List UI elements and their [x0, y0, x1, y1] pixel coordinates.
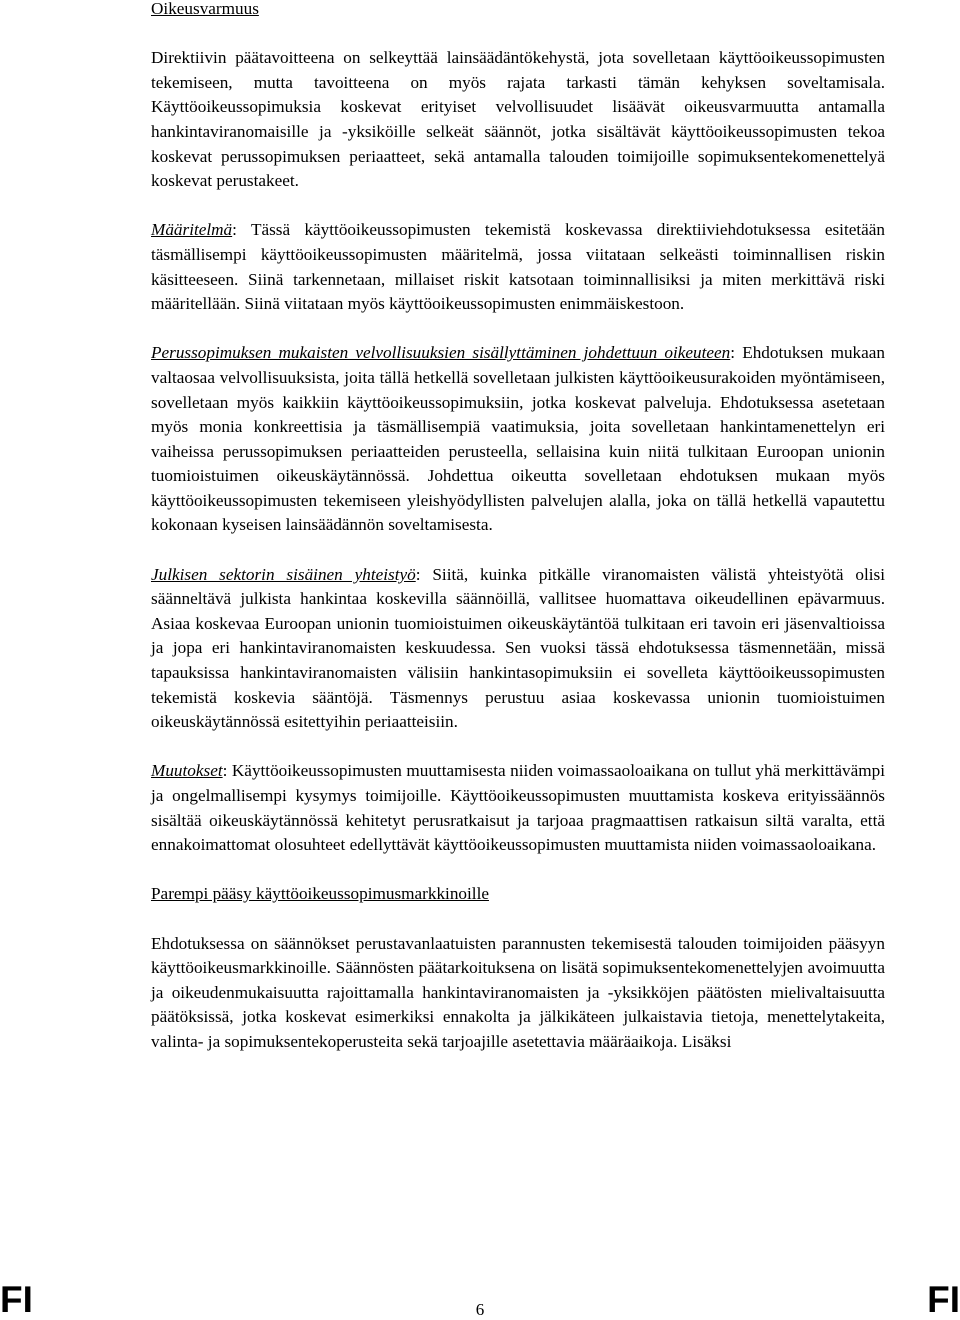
paragraph-text: Direktiivin päätavoitteena on selkeyttää lainsäädäntökehystä, jota sovelletaan käyttöoikeussopimusten tekemiseen, mutta tavoitteena on myös rajata tarkasti tämän kehyksen soveltamisala. Käyttöoikeussopimuksia koskevat erityiset velvollisuudet lisäävät oikeusvarmuutta antamalla hankintaviranomaisille ja -yksiköille selkeät säännöt, jotka sisältävät käyttöoikeussopimusten tekoa koskevat perussopimuksen periaatteet, sekä antamalla talouden toimijoille sopimuksentekomenettelyä koskevat perustakeet. — [151, 48, 885, 191]
page-number: 6 — [475, 1300, 485, 1319]
paragraph-text: : Käyttöoikeussopimusten muuttamisesta niiden voimassaoloaikana on tullut yhä merkittävämpi ja ongelmallisempi kysymys toimijoille. Käyttöoikeussopimusten muuttamista koskeva erityissäännös sisältää oikeuskäytännössä kehitetyt perusratkaisut ja tarjoaa pragmaattisen ratkaisun siltä varalta, että ennakoimattomat olosuhteet edellyttävät käyttöoikeussopimusten muuttamista niiden voimassaoloaikana. — [151, 761, 885, 855]
document-body — [151, 0, 885, 1079]
paragraph-treaty-obligations — [151, 341, 885, 538]
paragraph-modifications — [151, 759, 885, 857]
paragraph-term: Perussopimuksen mukaisten velvollisuuksien sisällyttäminen johdettuun oikeuteen — [151, 343, 731, 363]
section-heading-market-access: Parempi pääsy käyttöoikeussopimusmarkkinoille — [151, 884, 489, 904]
paragraph-market-access — [151, 932, 885, 1055]
paragraph-text: : Tässä käyttöoikeussopimusten tekemistä koskevassa direktiiviehdotuksessa esitetään täsmällisempi käyttöoikeussopimusten määritelmä, jossa viitataan selkeästi toiminnallisen riskin käsitteeseen. Siinä tarkennetaan, millaiset riskit katsotaan toiminnallisiksi ja miten merkittävä riski määritellään. Siinä viitataan myös käyttöoikeussopimusten enimmäiskestoon. — [151, 220, 885, 314]
paragraph-text: : Ehdotuksen mukaan valtaosaa velvollisuuksista, joita tällä hetkellä sovelletaan julkisten käyttöoikeusurakoiden myöntämiseen, sovelletaan myös kaikkiin käyttöoikeussopimuksiin, jotka koskevat palveluja. Ehdotuksessa asetetaan myös monia konkreettisia ja täsmällisempiä vaatimuksia, joita sovelletaan hankintamenettelyn eri vaiheissa perussopimuksen periaatteiden perusteella, sellaisina kuin niitä tulkitaan Euroopan unionin tuomioistuimen oikeuskäytännössä. Johdettua oikeutta sovelletaan ehdotuksen mukaan myös käyttöoikeussopimusten tekemiseen yleishyödyllisten palvelujen alalla, joka on tällä hetkellä vapautettu kokonaan kyseisen lainsäädännön soveltamisesta. — [151, 343, 885, 535]
paragraph-text: : Siitä, kuinka pitkälle viranomaisten välistä yhteistyötä olisi säänneltävä julkista hankintaa koskevilla säännöillä, vallitsee huomattava oikeudellinen epävarmuus. Asiaa koskevaa Euroopan unionin tuomioistuimen oikeuskäytäntöä tulkitaan eri tavoin eri jäsenvaltioissa ja jopa eri hankintaviranomaisten keskuudessa. Sen vuoksi tässä ehdotuksessa täsmennetään, missä tapauksissa hankintaviranomaisten välisiin hankintasopimuksiin ei sovelleta käyttöoikeussopimusten tekemistä koskevia sääntöjä. Täsmennys perustuu asiaa koskevassa unionin tuomioistuimen oikeuskäytännössä esitettyihin periaatteisiin. — [151, 564, 885, 732]
section-heading-legal-certainty: Oikeusvarmuus — [151, 0, 259, 18]
paragraph-term: Julkisen sektorin sisäinen yhteistyö — [151, 564, 416, 584]
paragraph-term: Muutokset — [151, 761, 223, 781]
paragraph-intro — [151, 46, 885, 194]
paragraph-term: Määritelmä — [151, 220, 233, 240]
paragraph-definition — [151, 218, 885, 316]
footer-language-right: FI — [927, 1279, 960, 1320]
paragraph-text: Ehdotuksessa on säännökset perustavanlaatuisten parannusten tekemisestä talouden toimijoiden pääsyyn käyttöoikeusmarkkinoille. Säännösten päätarkoituksena on lisätä sopimuksentekomenettelyjen avoimuutta ja oikeudenmukaisuutta rajoittamalla hankintaviranomaisten ja -yksikköjen päätösten mielivaltaisuutta päätöksissä, jotka koskevat esimerkiksi ennakolta ja jälkikäteen julkaistavia tietoja, menettelytakeita, valinta- ja sopimuksentekoperusteita sekä tarjoajille asetettavia määräaikoja. Lisäksi — [151, 933, 885, 1051]
paragraph-public-cooperation — [151, 563, 885, 735]
footer-language-left: FI — [0, 1279, 33, 1320]
